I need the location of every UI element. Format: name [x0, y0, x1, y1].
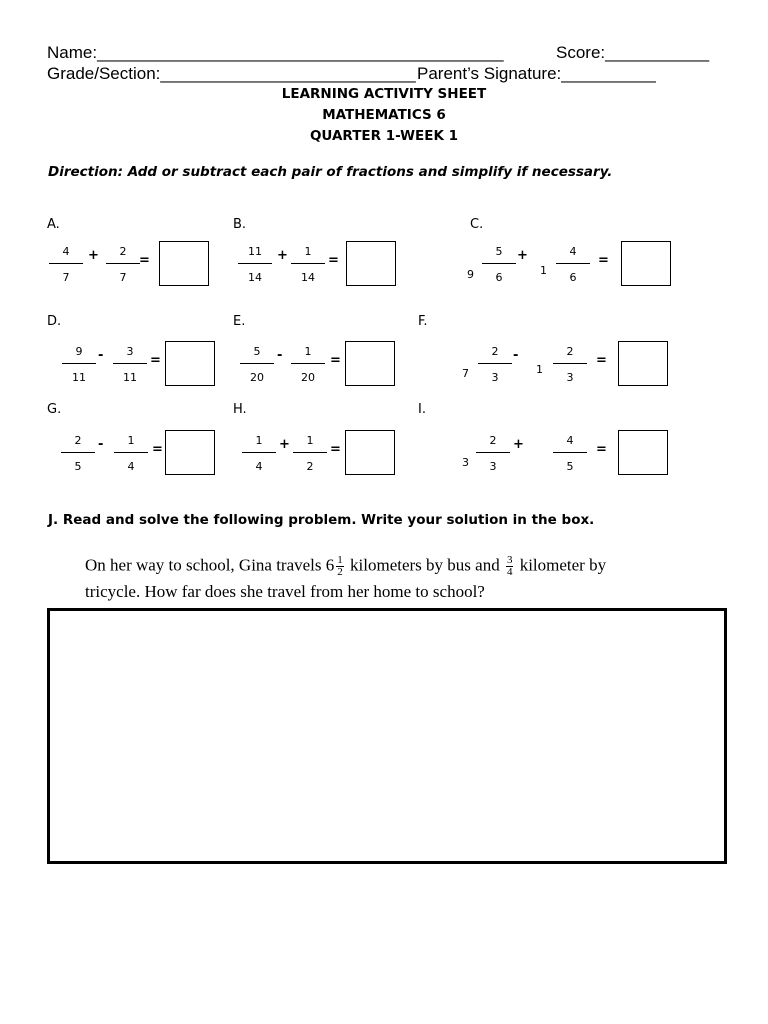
fraction-three-quarters	[506, 555, 514, 578]
fraction-denominator: 5	[566, 460, 574, 473]
mixed-fraction-one-half	[336, 555, 344, 578]
fraction-numerator: 2	[491, 345, 499, 358]
part-j-heading: J. Read and solve the following problem. Write your solution in the box.	[48, 512, 595, 528]
fraction-numerator: 5	[495, 245, 503, 258]
fraction-first	[482, 245, 516, 289]
equals-sign: =	[330, 353, 341, 368]
equals-sign: =	[596, 442, 607, 457]
fraction-numerator: 1	[255, 434, 263, 447]
fraction-second	[113, 345, 147, 389]
fraction-bar	[49, 263, 83, 264]
fraction-numerator: 11	[248, 245, 262, 258]
fraction-denominator: 4	[127, 460, 135, 473]
fraction-numerator: 1	[304, 245, 312, 258]
fraction-denominator: 2	[306, 460, 314, 473]
fraction-denominator: 11	[123, 371, 137, 384]
fraction-numerator: 2	[489, 434, 497, 447]
fraction-bar	[106, 263, 140, 264]
fraction-denominator: 2	[337, 566, 343, 578]
word-problem-line-2: tricycle. How far does she travel from her home to school?	[85, 582, 485, 601]
operator-sign: +	[279, 437, 290, 452]
fraction-denominator: 3	[491, 371, 499, 384]
fraction-bar	[61, 452, 95, 453]
fraction-second	[114, 434, 148, 478]
fraction-denominator: 7	[119, 271, 127, 284]
direction-label: Direction:	[48, 164, 124, 180]
fraction-bar	[553, 363, 587, 364]
score-field-line[interactable]: Score:___________	[556, 43, 710, 62]
fraction-denominator: 20	[301, 371, 315, 384]
operator-sign: +	[513, 437, 524, 452]
fraction-first	[478, 345, 512, 389]
equals-sign: =	[596, 353, 607, 368]
fraction-second	[291, 245, 325, 289]
answer-box-e[interactable]	[345, 341, 395, 386]
fraction-bar	[482, 263, 516, 264]
parent-signature-field-line[interactable]: Parent’s Signature:__________	[417, 64, 656, 83]
fraction-numerator: 5	[253, 345, 261, 358]
equals-sign: =	[139, 253, 150, 268]
fraction-numerator: 1	[306, 434, 314, 447]
fraction-first	[62, 345, 96, 389]
fraction-bar	[476, 452, 510, 453]
fraction-denominator: 11	[72, 371, 86, 384]
quarter-week-title: QUARTER 1-WEEK 1	[309, 128, 459, 144]
operator-sign: -	[513, 348, 519, 363]
fraction-first	[242, 434, 276, 478]
whole-number: 7	[462, 367, 469, 380]
fraction-denominator: 4	[506, 566, 513, 578]
grade-section-field-line[interactable]: Grade/Section:___________________________	[47, 64, 416, 83]
fraction-numerator: 1	[337, 554, 343, 566]
fraction-first	[240, 345, 274, 389]
whole-number: 3	[462, 456, 469, 469]
fraction-bar	[113, 363, 147, 364]
fraction-numerator: 2	[74, 434, 82, 447]
fraction-denominator: 20	[250, 371, 264, 384]
operator-sign: +	[88, 248, 99, 263]
fraction-bar	[556, 263, 590, 264]
equals-sign: =	[150, 353, 161, 368]
word-problem-text-a: On her way to school, Gina travels 6	[85, 555, 335, 575]
fraction-bar	[114, 452, 148, 453]
fraction-denominator: 6	[569, 271, 577, 284]
problem-label-f: F.	[418, 314, 428, 329]
problem-label-h: H.	[233, 402, 247, 417]
fraction-bar	[291, 263, 325, 264]
solution-box[interactable]	[47, 608, 727, 864]
fraction-numerator: 1	[304, 345, 312, 358]
fraction-denominator: 14	[301, 271, 315, 284]
fraction-second	[553, 345, 587, 389]
answer-box-i[interactable]	[618, 430, 668, 475]
operator-sign: +	[517, 248, 528, 263]
fraction-denominator: 3	[566, 371, 574, 384]
operator-sign: -	[277, 348, 283, 363]
answer-box-f[interactable]	[618, 341, 668, 386]
equals-sign: =	[598, 253, 609, 268]
sheet-title: LEARNING ACTIVITY SHEET	[281, 86, 487, 102]
direction-body: Add or subtract each pair of fractions and simplify if necessary.	[123, 164, 613, 180]
problem-label-b: B.	[233, 217, 247, 232]
fraction-bar	[553, 452, 587, 453]
operator-sign: -	[98, 348, 104, 363]
whole-number: 9	[467, 268, 474, 281]
problem-label-g: G.	[47, 402, 62, 417]
fraction-first	[49, 245, 83, 289]
fraction-numerator: 4	[62, 245, 70, 258]
fraction-numerator: 1	[127, 434, 135, 447]
fraction-numerator: 3	[126, 345, 134, 358]
fraction-first	[476, 434, 510, 478]
fraction-second	[106, 245, 140, 289]
operator-sign: +	[277, 248, 288, 263]
problem-label-e: E.	[233, 314, 246, 329]
whole-number: 1	[540, 264, 547, 277]
word-problem-text-b: kilometers by bus and	[345, 555, 504, 575]
fraction-second	[291, 345, 325, 389]
answer-box-a[interactable]	[159, 241, 209, 286]
fraction-bar	[478, 363, 512, 364]
answer-box-b[interactable]	[346, 241, 396, 286]
subject-title: MATHEMATICS 6	[322, 107, 446, 123]
problem-label-d: D.	[47, 314, 62, 329]
fraction-second	[553, 434, 587, 478]
fraction-denominator: 6	[495, 271, 503, 284]
fraction-bar	[238, 263, 272, 264]
fraction-numerator: 4	[569, 245, 577, 258]
answer-box-g[interactable]	[165, 430, 215, 475]
fraction-denominator: 7	[62, 271, 70, 284]
fraction-first	[238, 245, 272, 289]
equals-sign: =	[152, 442, 163, 457]
equals-sign: =	[330, 442, 341, 457]
fraction-denominator: 14	[248, 271, 262, 284]
fraction-numerator: 3	[506, 554, 513, 566]
fraction-first	[61, 434, 95, 478]
answer-box-c[interactable]	[621, 241, 671, 286]
answer-box-h[interactable]	[345, 430, 395, 475]
fraction-numerator: 4	[566, 434, 574, 447]
word-problem-text-c: kilometer by	[515, 555, 607, 575]
fraction-bar	[240, 363, 274, 364]
fraction-bar	[62, 363, 96, 364]
fraction-numerator: 9	[75, 345, 83, 358]
fraction-bar	[242, 452, 276, 453]
word-problem-line-1	[85, 555, 606, 578]
whole-number: 1	[536, 363, 543, 376]
fraction-numerator: 2	[566, 345, 574, 358]
fraction-second	[556, 245, 590, 289]
name-field-line[interactable]: Name:___________________________________________	[47, 43, 504, 62]
fraction-bar	[291, 363, 325, 364]
equals-sign: =	[328, 253, 339, 268]
fraction-denominator: 3	[489, 460, 497, 473]
problem-label-a: A.	[47, 217, 60, 232]
answer-box-d[interactable]	[165, 341, 215, 386]
problem-label-c: C.	[470, 217, 484, 232]
fraction-second	[293, 434, 327, 478]
direction-text	[48, 164, 612, 180]
operator-sign: -	[98, 437, 104, 452]
fraction-denominator: 5	[74, 460, 82, 473]
fraction-numerator: 2	[119, 245, 127, 258]
problem-label-i: I.	[418, 402, 426, 417]
fraction-bar	[293, 452, 327, 453]
fraction-denominator: 4	[255, 460, 263, 473]
